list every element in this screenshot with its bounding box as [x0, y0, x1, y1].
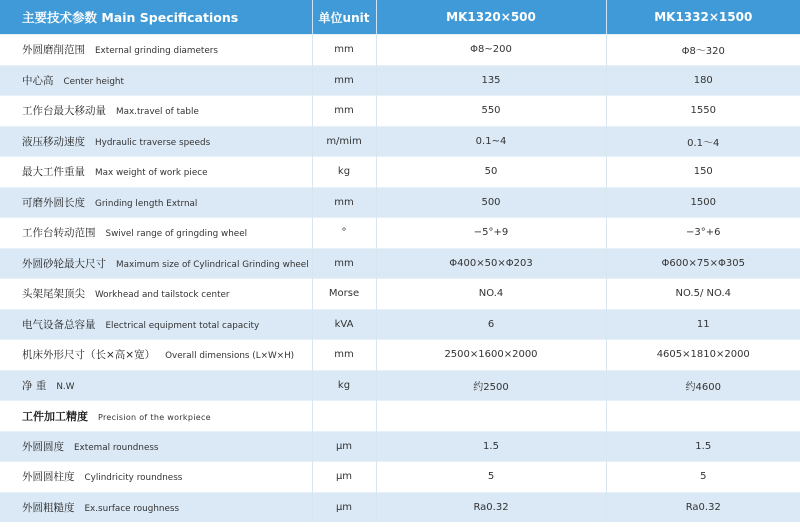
model-2-value: 1500	[606, 187, 800, 218]
parameter-name-cell	[0, 218, 312, 249]
parameter-name-cell	[0, 157, 312, 188]
unit-value: mm	[312, 340, 376, 371]
model-2-value: 4605×1810×2000	[606, 340, 800, 371]
header-row	[0, 0, 800, 35]
parameter-name-cn: 最大工件重量	[22, 166, 85, 179]
parameter-name-en: Workhead and tailstock center	[95, 290, 230, 301]
parameter-name-en: N.W	[56, 381, 75, 392]
unit-value: kg	[312, 157, 376, 188]
parameter-name-en: Hydraulic traverse speeds	[95, 137, 211, 148]
model-2-value: −3°+6	[606, 218, 800, 249]
model-1-value: −5°+9	[376, 218, 606, 249]
model-2-value: 约4600	[606, 370, 800, 401]
table-row	[0, 35, 800, 66]
table-row	[0, 309, 800, 340]
header-model-2: MK1332×1500	[606, 0, 800, 35]
table-row	[0, 431, 800, 462]
parameter-name-cn: 机床外形尺寸（长×高×宽）	[22, 349, 156, 362]
model-1-value: 5	[376, 462, 606, 493]
model-1-value: Ra0.32	[376, 492, 606, 522]
parameter-name-en: Center height	[63, 76, 124, 87]
parameter-name-cn: 外圆粗糙度	[22, 501, 75, 514]
section-header-row	[0, 401, 800, 432]
table-row	[0, 279, 800, 310]
parameter-name-cell	[0, 431, 312, 462]
model-1-value: 2500×1600×2000	[376, 340, 606, 371]
parameter-name-cell	[0, 401, 312, 432]
unit-value: mm	[312, 35, 376, 66]
header-unit: 单位unit	[312, 0, 376, 35]
unit-value: mm	[312, 65, 376, 96]
parameter-name-en: Precision of the workpiece	[98, 412, 211, 422]
unit-value: Morse	[312, 279, 376, 310]
model-1-value: 6	[376, 309, 606, 340]
model-1-value: 135	[376, 65, 606, 96]
unit-value: μm	[312, 431, 376, 462]
model-2-value: 1.5	[606, 431, 800, 462]
parameter-name-cell	[0, 309, 312, 340]
parameter-name-en: Electrical equipment total capacity	[105, 320, 260, 331]
unit-value: m/mim	[312, 126, 376, 157]
unit-value: kg	[312, 370, 376, 401]
table-row	[0, 126, 800, 157]
unit-value: μm	[312, 462, 376, 493]
parameter-name-en: Maximum size of Cylindrical Grinding wheel	[116, 259, 309, 270]
model-1-value: 约2500	[376, 370, 606, 401]
table-row	[0, 248, 800, 279]
parameter-name-cn: 头架尾架顶尖	[22, 288, 85, 301]
model-1-value: Φ8~200	[376, 35, 606, 66]
model-2-value: 5	[606, 462, 800, 493]
unit-value: mm	[312, 248, 376, 279]
unit-value	[312, 401, 376, 432]
parameter-name-cell	[0, 187, 312, 218]
unit-value: mm	[312, 187, 376, 218]
parameter-name-en: Ex.surface roughness	[84, 503, 180, 514]
parameter-name-cn: 工作台转动范围	[22, 227, 96, 240]
model-1-value: 0.1~4	[376, 126, 606, 157]
model-2-value: 11	[606, 309, 800, 340]
model-2-value: 1550	[606, 96, 800, 127]
unit-value: °	[312, 218, 376, 249]
parameter-name-en: Overall dimensions (L×W×H)	[165, 351, 295, 362]
parameter-name-en: Max weight of work piece	[95, 168, 208, 179]
unit-value: μm	[312, 492, 376, 522]
parameter-name-cn: 可磨外圆长度	[22, 196, 85, 209]
table-row	[0, 492, 800, 522]
model-1-value: NO.4	[376, 279, 606, 310]
parameter-name-en: Max.travel of table	[116, 107, 199, 118]
specifications-body	[0, 35, 800, 523]
parameter-name-cn: 净 重	[22, 379, 47, 392]
table-row	[0, 96, 800, 127]
parameter-name-cell	[0, 96, 312, 127]
table-row	[0, 157, 800, 188]
parameter-name-en: Grinding length Extrnal	[95, 198, 198, 209]
parameter-name-cell	[0, 35, 312, 66]
header-specifications: 主要技术参数 Main Specifications	[0, 0, 312, 35]
parameter-name-cell	[0, 462, 312, 493]
model-2-value: Ra0.32	[606, 492, 800, 522]
model-2-value: 180	[606, 65, 800, 96]
parameter-name-en: External grinding diameters	[95, 46, 218, 57]
parameter-name-cn: 工作台最大移动量	[22, 105, 106, 118]
model-1-value: 550	[376, 96, 606, 127]
parameter-name-cell	[0, 126, 312, 157]
parameter-name-en: Extemal roundness	[74, 442, 159, 453]
model-1-value: Φ400×50×Φ203	[376, 248, 606, 279]
parameter-name-cn: 液压移动速度	[22, 135, 85, 148]
parameter-name-cell	[0, 65, 312, 96]
model-2-value	[606, 401, 800, 432]
parameter-name-cn: 电气设备总容量	[22, 318, 96, 331]
parameter-name-cn: 外圆磨削范围	[22, 44, 85, 57]
model-2-value: Φ600×75×Φ305	[606, 248, 800, 279]
parameter-name-cell	[0, 370, 312, 401]
table-row	[0, 370, 800, 401]
table-row	[0, 462, 800, 493]
model-2-value: 150	[606, 157, 800, 188]
parameter-name-en: Swivel range of gringding wheel	[105, 229, 248, 240]
model-1-value: 50	[376, 157, 606, 188]
parameter-name-cell	[0, 279, 312, 310]
model-2-value: 0.1～4	[606, 126, 800, 157]
header-model-1: MK1320×500	[376, 0, 606, 35]
parameter-name-cn: 中心高	[22, 74, 54, 87]
table-row	[0, 187, 800, 218]
unit-value: mm	[312, 96, 376, 127]
parameter-name-cell	[0, 492, 312, 522]
parameter-name-cn: 外圆圆柱度	[22, 471, 75, 484]
parameter-name-cell	[0, 340, 312, 371]
model-2-value: Φ8～320	[606, 35, 800, 66]
table-row	[0, 65, 800, 96]
model-1-value	[376, 401, 606, 432]
table-row	[0, 340, 800, 371]
unit-value: kVA	[312, 309, 376, 340]
parameter-name-en: Cylindricity roundness	[84, 473, 183, 484]
model-1-value: 1.5	[376, 431, 606, 462]
model-1-value: 500	[376, 187, 606, 218]
model-2-value: NO.5/ NO.4	[606, 279, 800, 310]
parameter-name-cn: 外圆圆度	[22, 440, 64, 453]
parameter-name-cn: 外圆砂轮最大尺寸	[22, 257, 106, 270]
table-row	[0, 218, 800, 249]
parameter-name-cn: 工件加工精度	[22, 409, 88, 423]
parameter-name-cell	[0, 248, 312, 279]
